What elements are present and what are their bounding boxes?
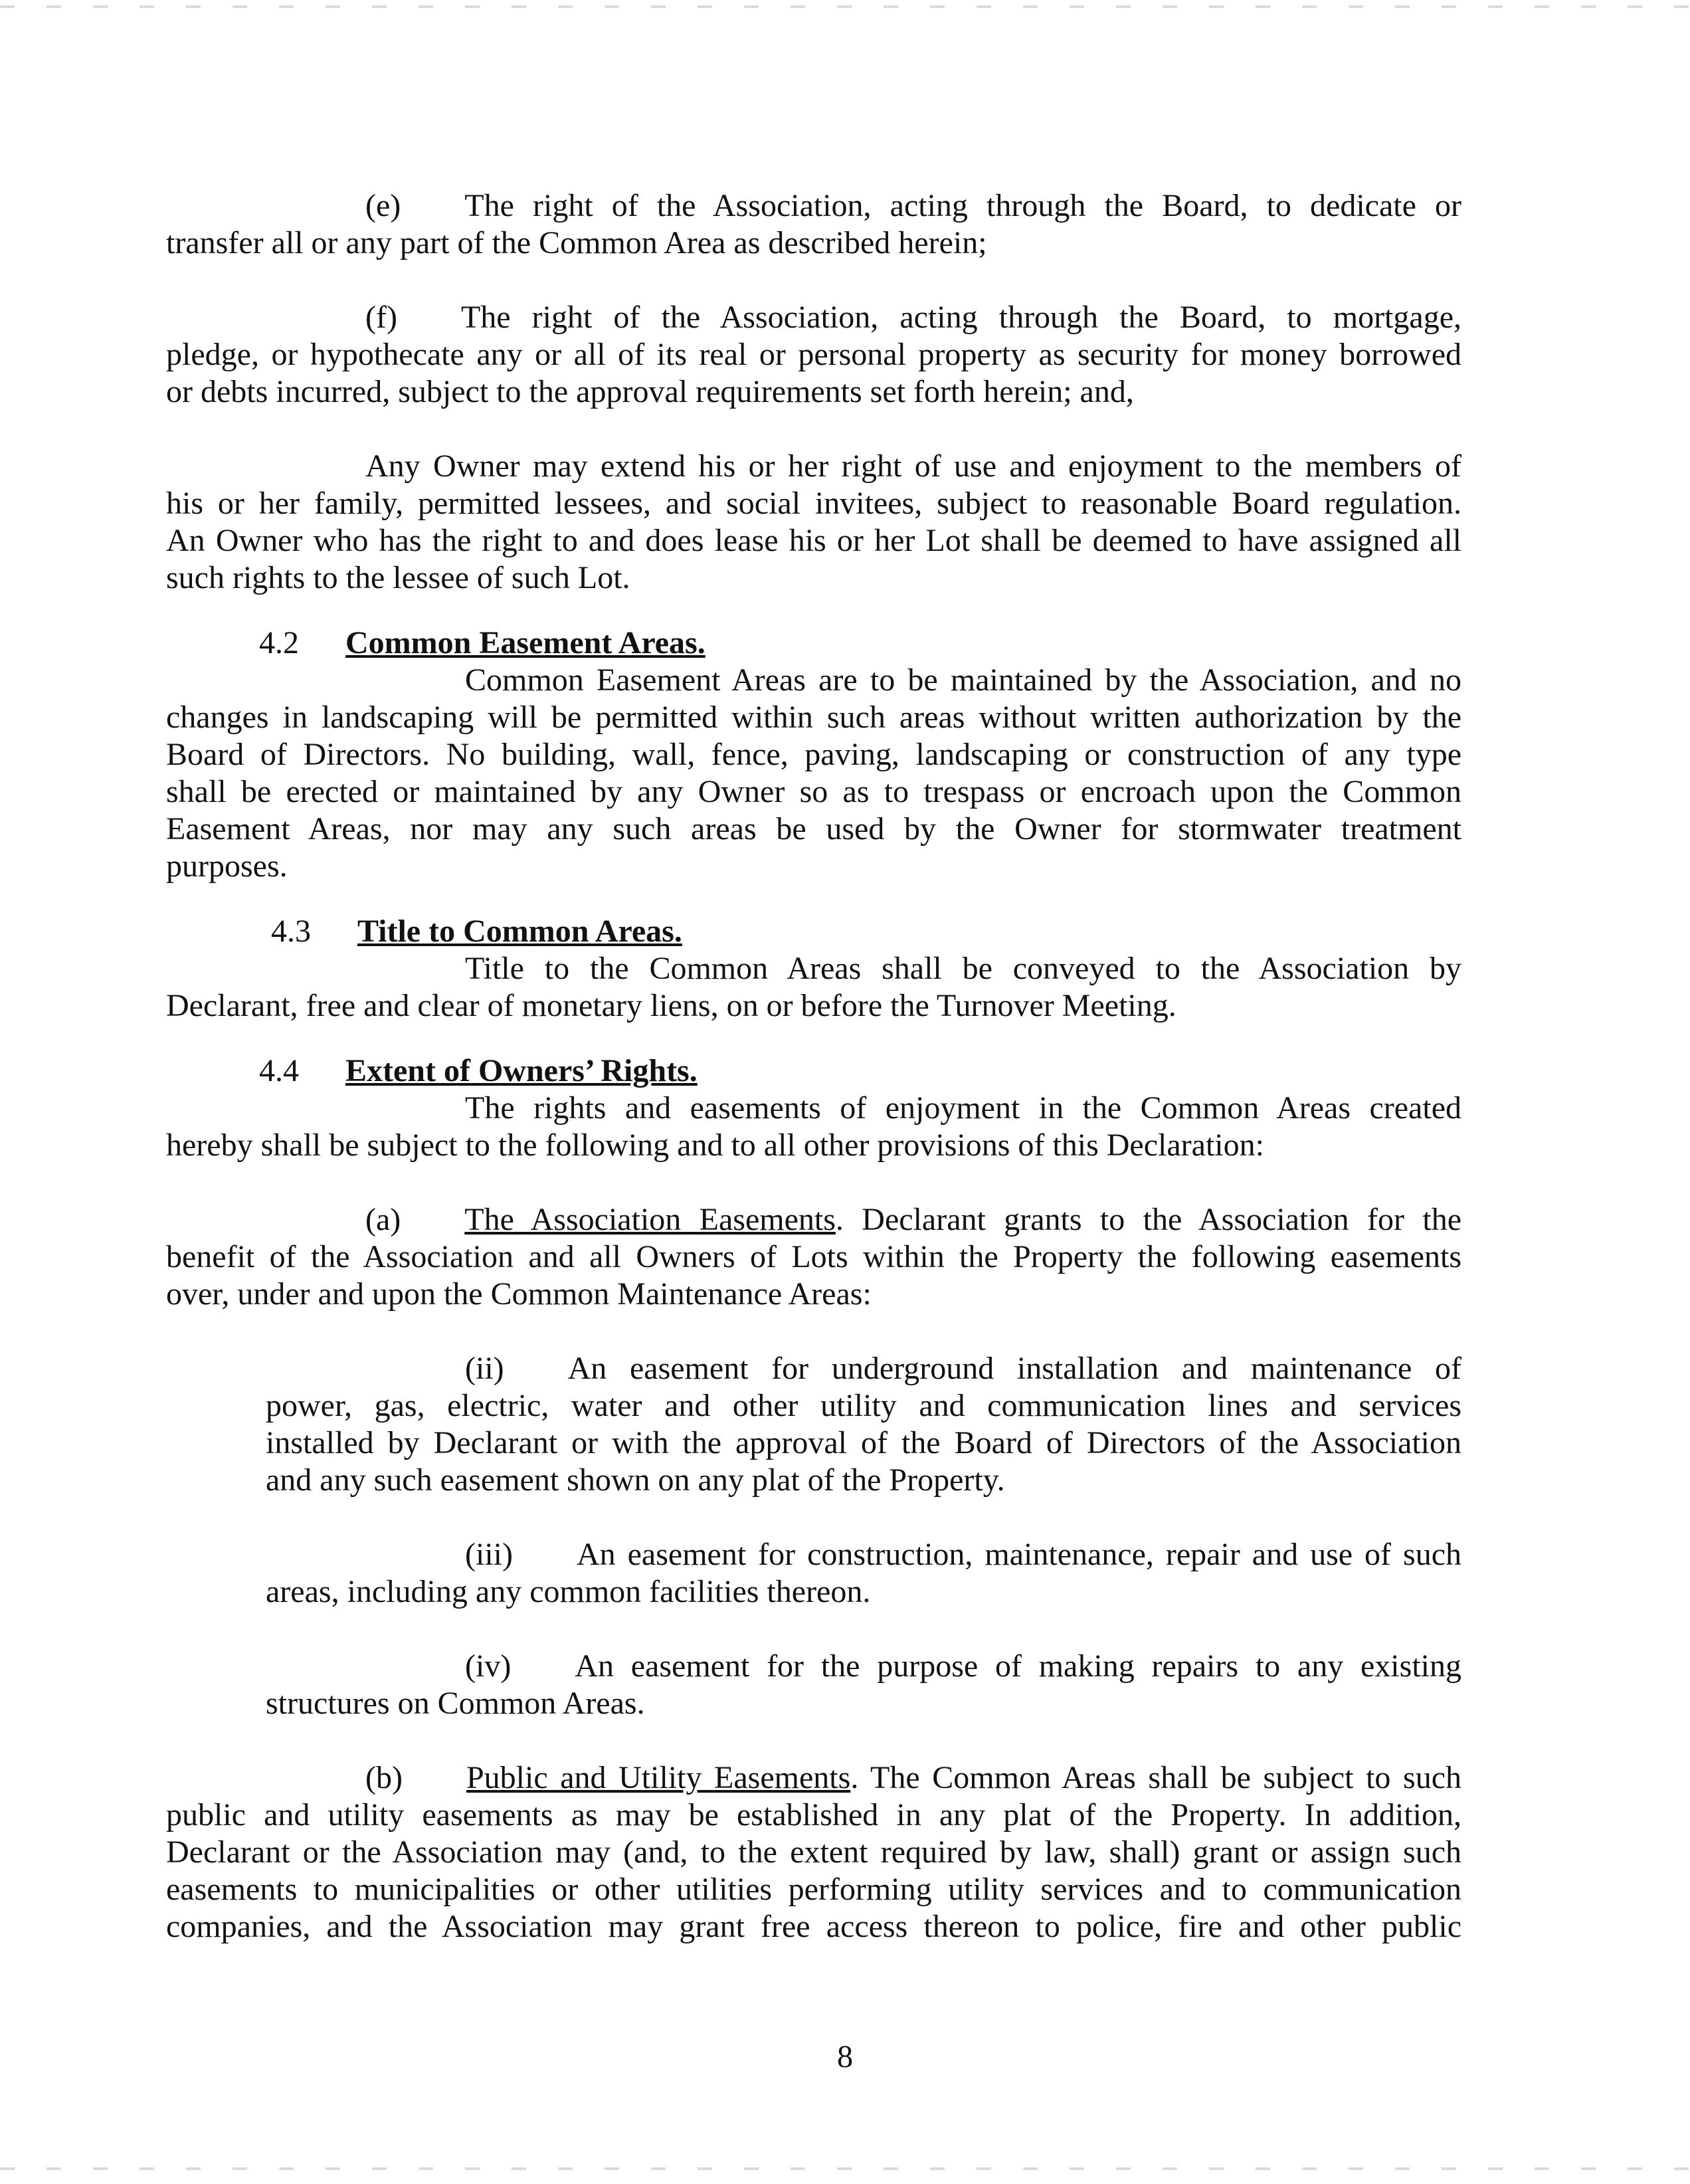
paragraph-e-line-2: transfer all or any part of the Common Area as described herein; [166, 225, 987, 260]
paragraph-b-line-2: public and utility easements as may be established in any plat of the Property. In addition, [166, 1797, 1461, 1833]
owner-line-4: such rights to the lessee of such Lot. [166, 560, 630, 595]
section-4-3-line-1: Title to the Common Areas shall be conveyed to the Association by [465, 951, 1461, 986]
paragraph-b-line-3: Declarant or the Association may (and, to the extent required by law, shall) grant or assign such [166, 1835, 1461, 1870]
paragraph-a-line-1 [166, 1201, 1461, 1239]
section-4-2-line-4: shall be erected or maintained by any Owner so as to trespass or encroach upon the Common [166, 774, 1461, 809]
section-4-3-heading [166, 913, 1461, 950]
section-number: 4.3 [271, 914, 311, 949]
section-4-2-line-3: Board of Directors. No building, wall, fence, paving, landscaping or construction of any type [166, 737, 1461, 772]
section-4-2-line-2: changes in landscaping will be permitted within such areas without written authorization by the [166, 700, 1461, 735]
section-title: Title to Common Areas. [357, 914, 682, 949]
paragraph-b [166, 1759, 1461, 1945]
paragraph-e [166, 187, 1461, 262]
item-iii-line-2: areas, including any common facilities thereon. [266, 1574, 871, 1609]
paragraph-owner-rights [166, 448, 1461, 597]
section-4-2-line-1: Common Easement Areas are to be maintained by the Association, and no [465, 662, 1461, 698]
paragraph-a-line-2: benefit of the Association and all Owners of Lots within the Property the following easements [166, 1239, 1461, 1274]
paragraph-b-line-5: companies, and the Association may grant free access thereon to police, fire and other public [166, 1909, 1461, 1944]
section-4-2-heading [166, 625, 1461, 662]
paragraph-e-line-1: (e) The right of the Association, acting through the Board, to dedicate or [365, 188, 1461, 223]
paragraph-a [166, 1201, 1461, 1313]
item-ii-line-3: installed by Declarant or with the approval of the Board of Directors of the Association [266, 1425, 1461, 1460]
item-iii [166, 1536, 1461, 1611]
page-number: 8 [837, 2039, 853, 2074]
paragraph-b-line-1-rest: . The Common Areas shall be subject to such [850, 1760, 1461, 1795]
item-iv-line-1: (iv) An easement for the purpose of making repairs to any existing [465, 1648, 1461, 1684]
scan-edge-bottom [0, 2167, 1690, 2170]
item-ii-line-4: and any such easement shown on any plat of the Property. [266, 1462, 1005, 1498]
section-4-3-line-2: Declarant, free and clear of monetary liens, on or before the Turnover Meeting. [166, 988, 1176, 1023]
item-iv [166, 1648, 1461, 1722]
section-number: 4.4 [259, 1053, 299, 1088]
section-4-3 [166, 913, 1461, 1025]
paragraph-f-line-1: (f) The right of the Association, acting through the Board, to mortgage, [365, 300, 1461, 335]
scan-edge-top [0, 5, 1690, 8]
section-4-4-line-2: hereby shall be subject to the following and to all other provisions of this Declaration: [166, 1128, 1264, 1163]
owner-line-2: his or her family, permitted lessees, and social invitees, subject to reasonable Board regulation. [166, 486, 1461, 521]
section-4-4-heading [166, 1052, 1461, 1090]
section-4-2 [166, 625, 1461, 885]
section-4-4 [166, 1052, 1461, 1164]
owner-line-3: An Owner who has the right to and does lease his or her Lot shall be deemed to have assigned all [166, 523, 1461, 558]
paragraph-f [166, 299, 1461, 411]
paragraph-a-line-1-rest: . Declarant grants to the Association for the [835, 1202, 1461, 1237]
section-title: Common Easement Areas. [345, 625, 705, 660]
owner-line-1: Any Owner may extend his or her right of use and enjoyment to the members of [365, 448, 1461, 484]
section-title: Extent of Owners’ Rights. [345, 1053, 698, 1088]
item-ii [166, 1350, 1461, 1499]
paragraph-b-line-1 [166, 1759, 1461, 1797]
item-iv-line-2: structures on Common Areas. [266, 1686, 645, 1721]
paragraph-f-line-3: or debts incurred, subject to the approval requirements set forth herein; and, [166, 374, 1134, 409]
section-4-2-line-5: Easement Areas, nor may any such areas be used by the Owner for stormwater treatment [166, 811, 1461, 846]
paragraph-a-line-3: over, under and upon the Common Maintenance Areas: [166, 1276, 872, 1312]
item-ii-line-1: (ii) An easement for underground installation and maintenance of [465, 1351, 1461, 1386]
paragraph-b-label: (b) [365, 1760, 403, 1795]
paragraph-f-line-2: pledge, or hypothecate any or all of its real or personal property as security for money borrowed [166, 337, 1461, 372]
paragraph-a-heading: The Association Easements [464, 1202, 836, 1237]
section-4-2-line-6: purposes. [166, 848, 288, 884]
section-4-4-line-1: The rights and easements of enjoyment in the Common Areas created [465, 1090, 1461, 1126]
paragraph-b-line-4: easements to municipalities or other utilities performing utility services and to communication [166, 1872, 1461, 1907]
section-number: 4.2 [259, 625, 299, 660]
paragraph-a-label: (a) [365, 1202, 401, 1237]
paragraph-b-heading: Public and Utility Easements [466, 1760, 851, 1795]
item-iii-line-1: (iii) An easement for construction, maintenance, repair and use of such [465, 1537, 1461, 1572]
item-ii-line-2: power, gas, electric, water and other utility and communication lines and services [266, 1388, 1461, 1423]
document-page [166, 187, 1461, 1945]
